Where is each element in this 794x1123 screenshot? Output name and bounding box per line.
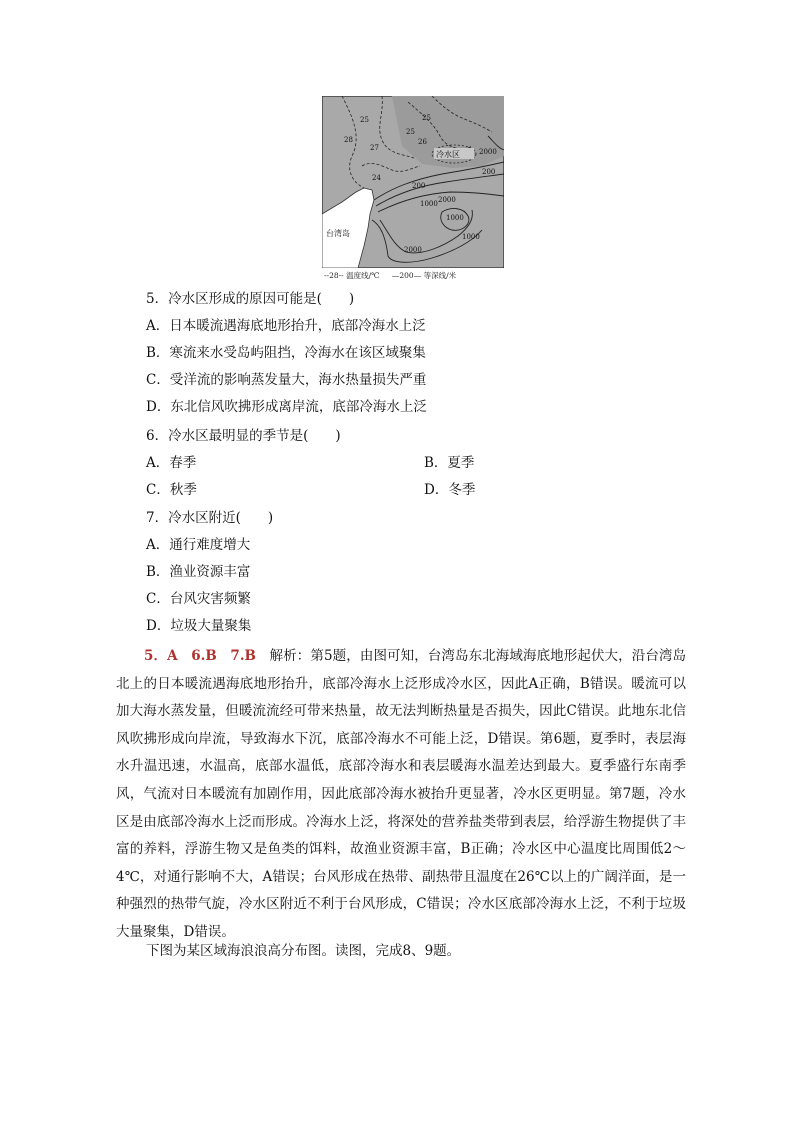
temperature-label: 25: [406, 128, 415, 136]
temperature-label: 25: [360, 116, 369, 124]
question-6-option-b: B．夏季: [424, 455, 475, 471]
question-5-option-b: B．寒流来水受岛屿阻挡，冷海水在该区域聚集: [146, 345, 426, 361]
temperature-label: 27: [370, 144, 379, 152]
question-6-option-d: D．冬季: [424, 482, 476, 498]
explanation-text: 解析：第5题，由图可知，台湾岛东北海域海底地形起伏大，沿台湾岛北上的日本暖流遇海底地形抬升，底部冷海水上泛形成冷水区，因此A正确，B错误。暖流可以加大海水蒸发量，但暖流流经可带来热量，故无法判断热量是否损失，因此C错误。此地东北信风吹拂形成向岸流，导致海水下沉，底部冷海水不可能上泛，D错误。第6题，夏季时，表层海水升温迅速，水温高，底部水温低，底部冷海水和表层暖海水温差达到最大。夏季盛行东南季风，气流对日本暖流有加剧作用，因此底部冷海水被抬升更显著，冷水区更明显。第7题，冷水区是由底部冷海水上泛而形成。冷海水上泛，将深处的营养盐类带到表层，给浮游生物提供了丰富的养料，浮游生物又是鱼类的饵料，故渔业资源丰富，B正确；冷水区中心温度比周围低2～4℃，对通行影响不大，A错误；台风形成在热带、副热带且温度在26℃以上的广阔洋面，是一种强烈的热带气旋，冷水区附近不利于台风形成，C错误；冷水区底部冷海水上泛，不利于垃圾大量聚集，D错误。: [116, 648, 687, 940]
temperature-label: 28: [344, 136, 353, 144]
contour-label: 2000: [438, 196, 456, 204]
question-6-option-c: C．秋季: [146, 482, 197, 498]
contour-label: 200: [482, 168, 496, 176]
temperature-label: 26: [418, 138, 427, 146]
question-7-option-c: C．台风灾害频繁: [146, 591, 251, 607]
answer-explanation: [116, 643, 686, 947]
question-6-option-a: A．春季: [146, 455, 197, 471]
question-7-option-d: D．垃圾大量聚集: [146, 618, 252, 634]
contour-label: 2000: [479, 148, 497, 156]
contour-label: 1000: [420, 200, 438, 208]
contour-label: 1000: [446, 214, 464, 222]
ocean-map: [322, 96, 504, 268]
next-section-intro: 下图为某区域海浪浪高分布图。读图，完成8、9题。: [146, 943, 461, 959]
contour-label: 200: [412, 182, 426, 190]
temperature-label: 25: [422, 114, 431, 122]
contour-label: 1000: [462, 233, 480, 241]
question-5-option-d: D．东北信风吹拂形成离岸流，底部冷海水上泛: [146, 399, 427, 415]
question-7-option-a: A．通行难度增大: [146, 537, 251, 553]
ocean-map-figure: [322, 96, 504, 268]
legend-depth: —200— 等深线/米: [391, 271, 457, 280]
question-7-stem: 7．冷水区附近( ): [146, 510, 274, 526]
answer-keys: 5．A 6.B 7.B: [144, 648, 256, 664]
question-5-stem: 5．冷水区形成的原因可能是( ): [146, 291, 355, 307]
contour-label: 2000: [404, 246, 422, 254]
temperature-label: 24: [372, 174, 381, 182]
question-6-stem: 6．冷水区最明显的季节是( ): [146, 428, 341, 444]
map-legend: [324, 270, 514, 281]
legend-temperature: --28-- 温度线/℃: [324, 271, 380, 280]
cold-area-label: 冷水区: [436, 150, 460, 159]
island-label: 台湾岛: [326, 229, 350, 238]
question-7-option-b: B．渔业资源丰富: [146, 564, 251, 580]
question-5-option-a: A．日本暖流遇海底地形抬升，底部冷海水上泛: [146, 318, 426, 334]
question-5-option-c: C．受洋流的影响蒸发量大，海水热量损失严重: [146, 372, 427, 388]
